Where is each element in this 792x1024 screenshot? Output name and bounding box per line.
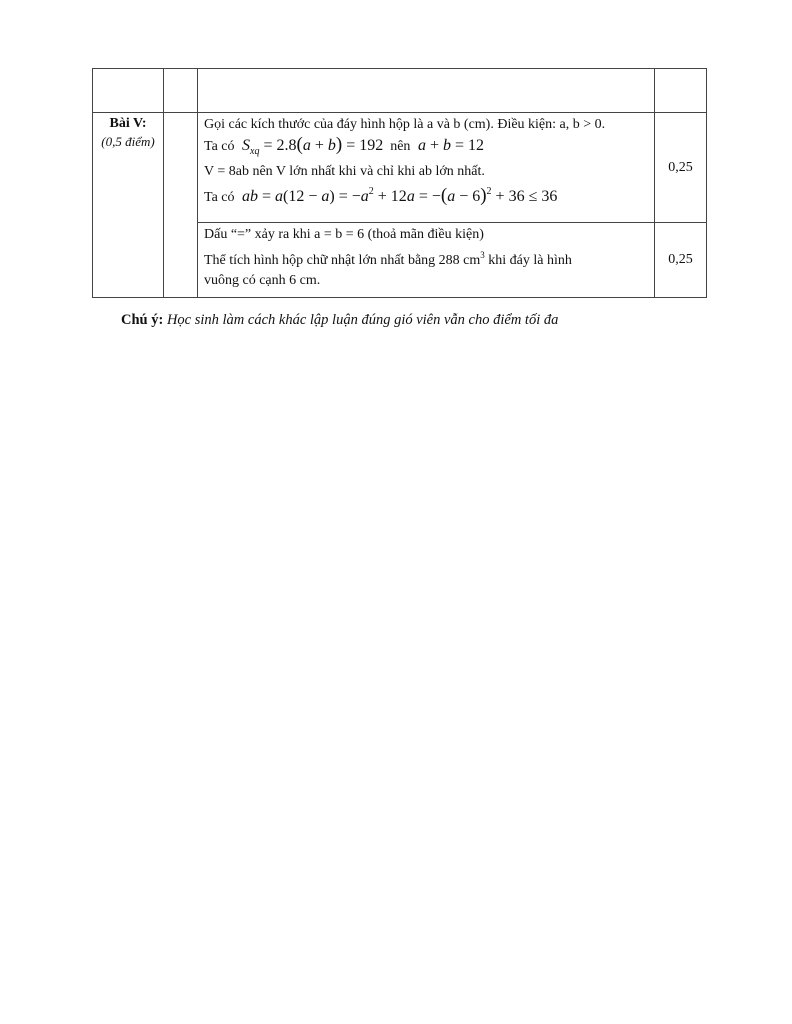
solution-line: Dấu “=” xảy ra khi a = b = 6 (thoả mãn điều kiện)	[204, 227, 484, 242]
volume-text-end: khi đáy là hình	[484, 253, 572, 268]
formula-join: nên	[390, 139, 411, 154]
score-cell-2: 0,25	[655, 223, 707, 298]
solution-line-formula-1	[204, 135, 648, 162]
solution-content-1	[198, 113, 655, 223]
section-points: (0,5 điểm)	[101, 134, 155, 149]
table-cell	[164, 113, 198, 298]
solution-line-formula-2	[204, 182, 648, 208]
solution-line: V = 8ab nên V lớn nhất khi và chỉ khi ab lớn nhất.	[204, 164, 485, 179]
section-title: Bài V:	[109, 116, 147, 131]
table-row-solution-1	[93, 113, 707, 223]
solution-line: vuông có cạnh 6 cm.	[204, 273, 321, 288]
grading-table	[92, 68, 707, 298]
table-row-blank	[93, 69, 707, 113]
formula-prefix: Ta có	[204, 139, 235, 154]
formula-lateral-area: $S_{xq} = 2.8(a + b) = 192$	[242, 134, 384, 157]
note-paragraph	[121, 312, 558, 329]
note-text: Học sinh làm cách khác lập luận đúng gió viên vẫn cho điểm tối đa	[166, 312, 559, 328]
table-cell	[198, 69, 655, 113]
table-cell	[655, 69, 707, 113]
formula-prefix: Ta có	[204, 190, 235, 205]
table-cell	[164, 69, 198, 113]
volume-text: Thể tích hình hộp chữ nhật lớn nhất bằng 288 cm	[204, 253, 481, 268]
section-cell	[93, 113, 164, 298]
volume-unit-exponent: 3	[480, 250, 485, 260]
note-label: Chú ý:	[121, 312, 164, 328]
formula-product-bound: ab = $a(12 - a) = -a^2 + 12a = -(a - 6)^2 + 36 \le 36$	[242, 185, 558, 206]
solution-line: Gọi các kích thước của đáy hình hộp là a và b (cm). Điều kiện: a, b > 0.	[204, 117, 606, 132]
table-cell	[93, 69, 164, 113]
formula-sum: a + b = 12	[417, 137, 484, 154]
score-cell-1: 0,25	[655, 113, 707, 223]
solution-content-2	[198, 223, 655, 298]
solution-line-volume	[204, 245, 648, 271]
